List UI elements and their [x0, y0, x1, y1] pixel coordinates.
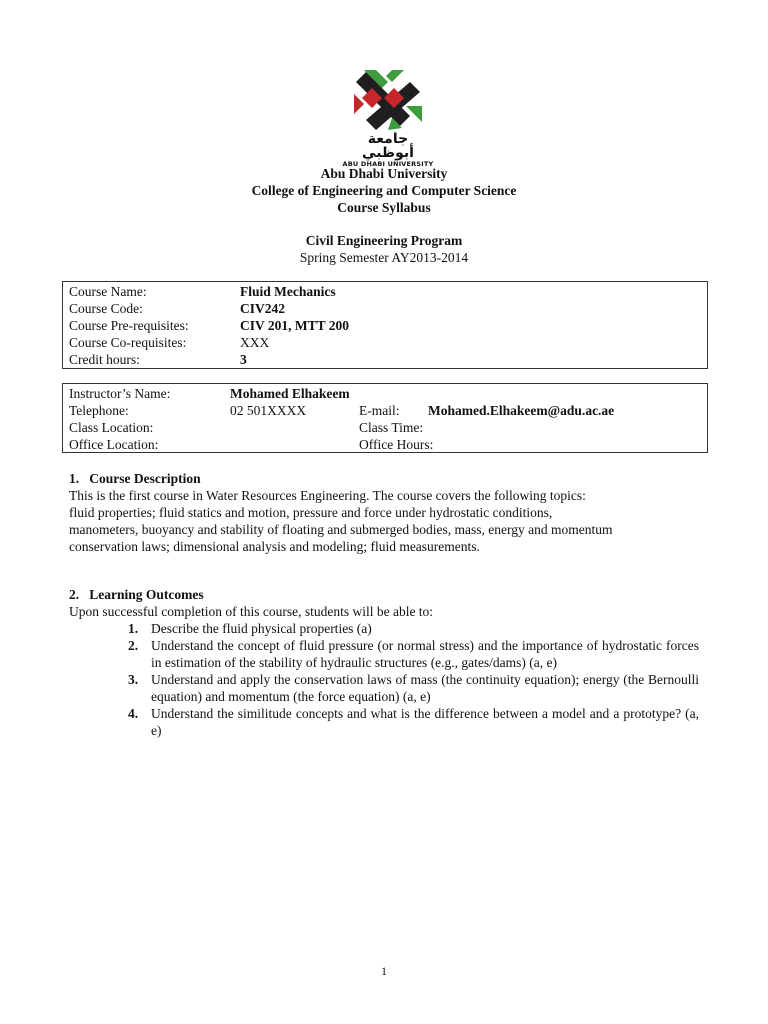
list-item — [120, 705, 699, 739]
semester: Spring Semester AY2013-2014 — [299, 250, 469, 265]
logo-arabic-text: جامعة أبوظبي — [362, 131, 414, 161]
list-item-text: Understand the similitude concepts and what is the difference between a model and a prototype? (a, e) — [151, 706, 699, 738]
document-title: Course Syllabus — [337, 200, 431, 215]
course-description-text — [69, 487, 699, 555]
description-line: fluid properties; fluid statics and motion, pressure and force under hydrostatic conditions, — [69, 505, 553, 520]
learning-outcomes-heading: 2. Learning Outcomes — [69, 587, 204, 602]
email-label: E-mail: — [359, 403, 400, 418]
college-name: College of Engineering and Computer Science — [251, 183, 517, 198]
instructor-name-label: Instructor’s Name: — [69, 386, 171, 401]
instructor-info-box — [62, 383, 708, 453]
description-line: conservation laws; dimensional analysis and modeling; fluid measurements. — [69, 539, 480, 554]
list-item — [120, 620, 699, 637]
list-item-text: Understand the concept of fluid pressure (or normal stress) and the importance of hydrostatic forces in estimation of the stability of hydraulic structures (e.g., gates/dams) (a, e) — [151, 638, 699, 670]
office-location-label: Office Location: — [69, 437, 159, 452]
telephone-value: 02 501XXXX — [230, 403, 307, 418]
list-item-number: 2. — [128, 638, 139, 653]
office-hours-label: Office Hours: — [359, 437, 434, 452]
description-line: This is the first course in Water Resources Engineering. The course covers the following topics: — [69, 488, 586, 503]
university-name: Abu Dhabi University — [320, 166, 448, 181]
class-location-label: Class Location: — [69, 420, 154, 435]
prerequisites-value: CIV 201, MTT 200 — [240, 318, 350, 333]
credit-hours-value: 3 — [240, 352, 247, 367]
course-name-label: Course Name: — [69, 284, 147, 299]
course-code-value: CIV242 — [240, 301, 286, 316]
class-time-label: Class Time: — [359, 420, 424, 435]
instructor-name-value: Mohamed Elhakeem — [230, 386, 350, 401]
learning-outcomes-list — [120, 620, 699, 739]
university-logo — [340, 68, 436, 168]
learning-outcomes-intro: Upon successful completion of this course, students will be able to: — [69, 604, 434, 619]
credit-hours-label: Credit hours: — [69, 352, 140, 367]
university-emblem-icon — [352, 68, 424, 132]
list-item-text: Describe the fluid physical properties (a) — [151, 621, 372, 636]
prerequisites-label: Course Pre-requisites: — [69, 318, 189, 333]
page-number: 1 — [381, 964, 387, 978]
list-item-number: 4. — [128, 706, 139, 721]
corequisites-label: Course Co-requisites: — [69, 335, 187, 350]
program-name: Civil Engineering Program — [305, 233, 463, 248]
logo-english-text: ABU DHABI UNIVERSITY — [342, 160, 434, 168]
list-item-number: 3. — [128, 672, 139, 687]
list-item — [120, 671, 699, 705]
course-code-label: Course Code: — [69, 301, 143, 316]
email-link[interactable]: Mohamed.Elhakeem@adu.ac.ae — [428, 403, 615, 418]
list-item-number: 1. — [128, 621, 139, 636]
telephone-label: Telephone: — [69, 403, 129, 418]
list-item-text: Understand and apply the conservation laws of mass (the continuity equation); energy (the Bernoulli equation) and momentum (the force equation) (a, e) — [151, 672, 699, 704]
corequisites-value: XXX — [240, 335, 270, 350]
course-info-box — [62, 281, 708, 369]
course-description-heading: 1. Course Description — [69, 471, 201, 486]
description-line: manometers, buoyancy and stability of floating and submerged bodies, mass, energy and momentum — [69, 522, 613, 537]
course-name-value: Fluid Mechanics — [240, 284, 336, 299]
list-item — [120, 637, 699, 671]
